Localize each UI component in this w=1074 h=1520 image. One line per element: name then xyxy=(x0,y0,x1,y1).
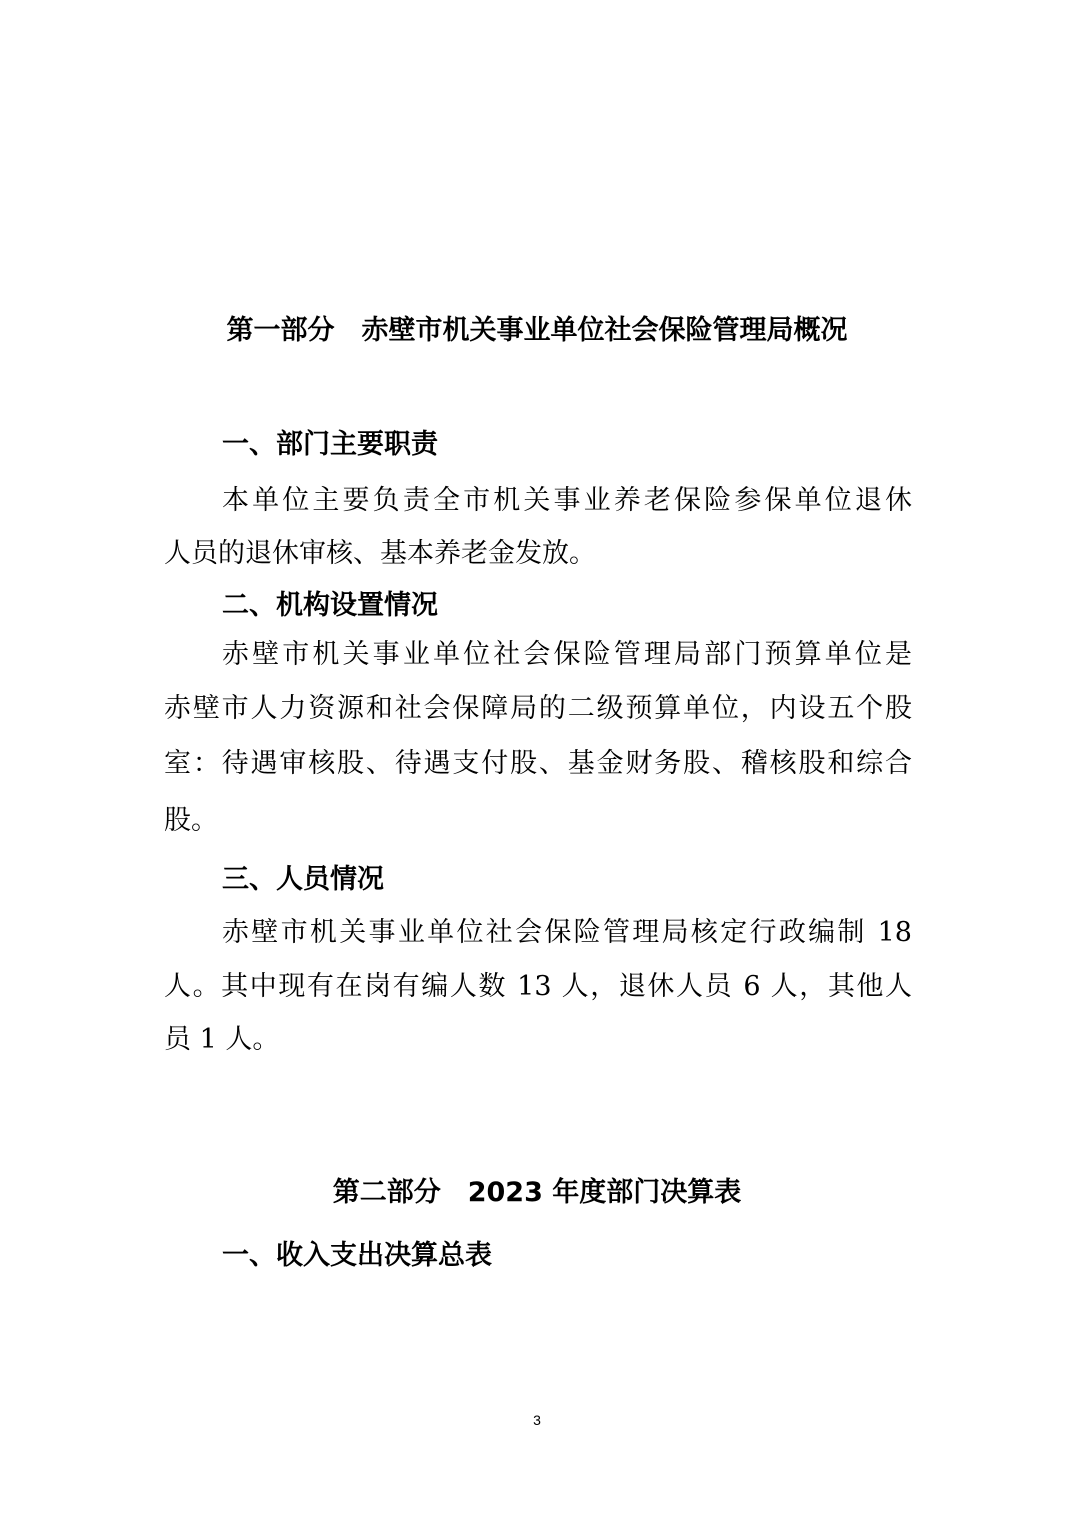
duties-text-line-1: 本单位主要负责全市机关事业养老保险参保单位退休 xyxy=(222,485,912,516)
page-number: 3 xyxy=(533,1412,541,1428)
part1-title: 第一部分 赤壁市机关事业单位社会保险管理局概况 xyxy=(226,315,848,346)
duties-text-line-2: 人员的退休审核、基本养老金发放。 xyxy=(164,538,596,569)
structure-text-line-3: 室：待遇审核股、待遇支付股、基金财务股、稽核股和综合 xyxy=(164,748,912,779)
structure-text-line-1: 赤壁市机关事业单位社会保险管理局部门预算单位是 xyxy=(222,639,912,670)
structure-text-line-2: 赤壁市人力资源和社会保障局的二级预算单位，内设五个股 xyxy=(164,693,912,724)
section-heading-personnel: 三、人员情况 xyxy=(222,864,384,895)
part2-title: 第二部分 2023 年度部门决算表 xyxy=(332,1177,742,1208)
personnel-text-line-1: 赤壁市机关事业单位社会保险管理局核定行政编制 18 xyxy=(222,917,912,948)
section-heading-summary-table: 一、收入支出决算总表 xyxy=(222,1240,492,1271)
section-heading-structure: 二、机构设置情况 xyxy=(222,590,438,621)
personnel-text-line-3: 员 1 人。 xyxy=(164,1024,280,1055)
section-heading-duties: 一、部门主要职责 xyxy=(222,429,438,460)
structure-text-line-4: 股。 xyxy=(164,805,218,836)
personnel-text-line-2: 人。其中现有在岗有编人数 13 人，退休人员 6 人，其他人 xyxy=(164,971,912,1002)
